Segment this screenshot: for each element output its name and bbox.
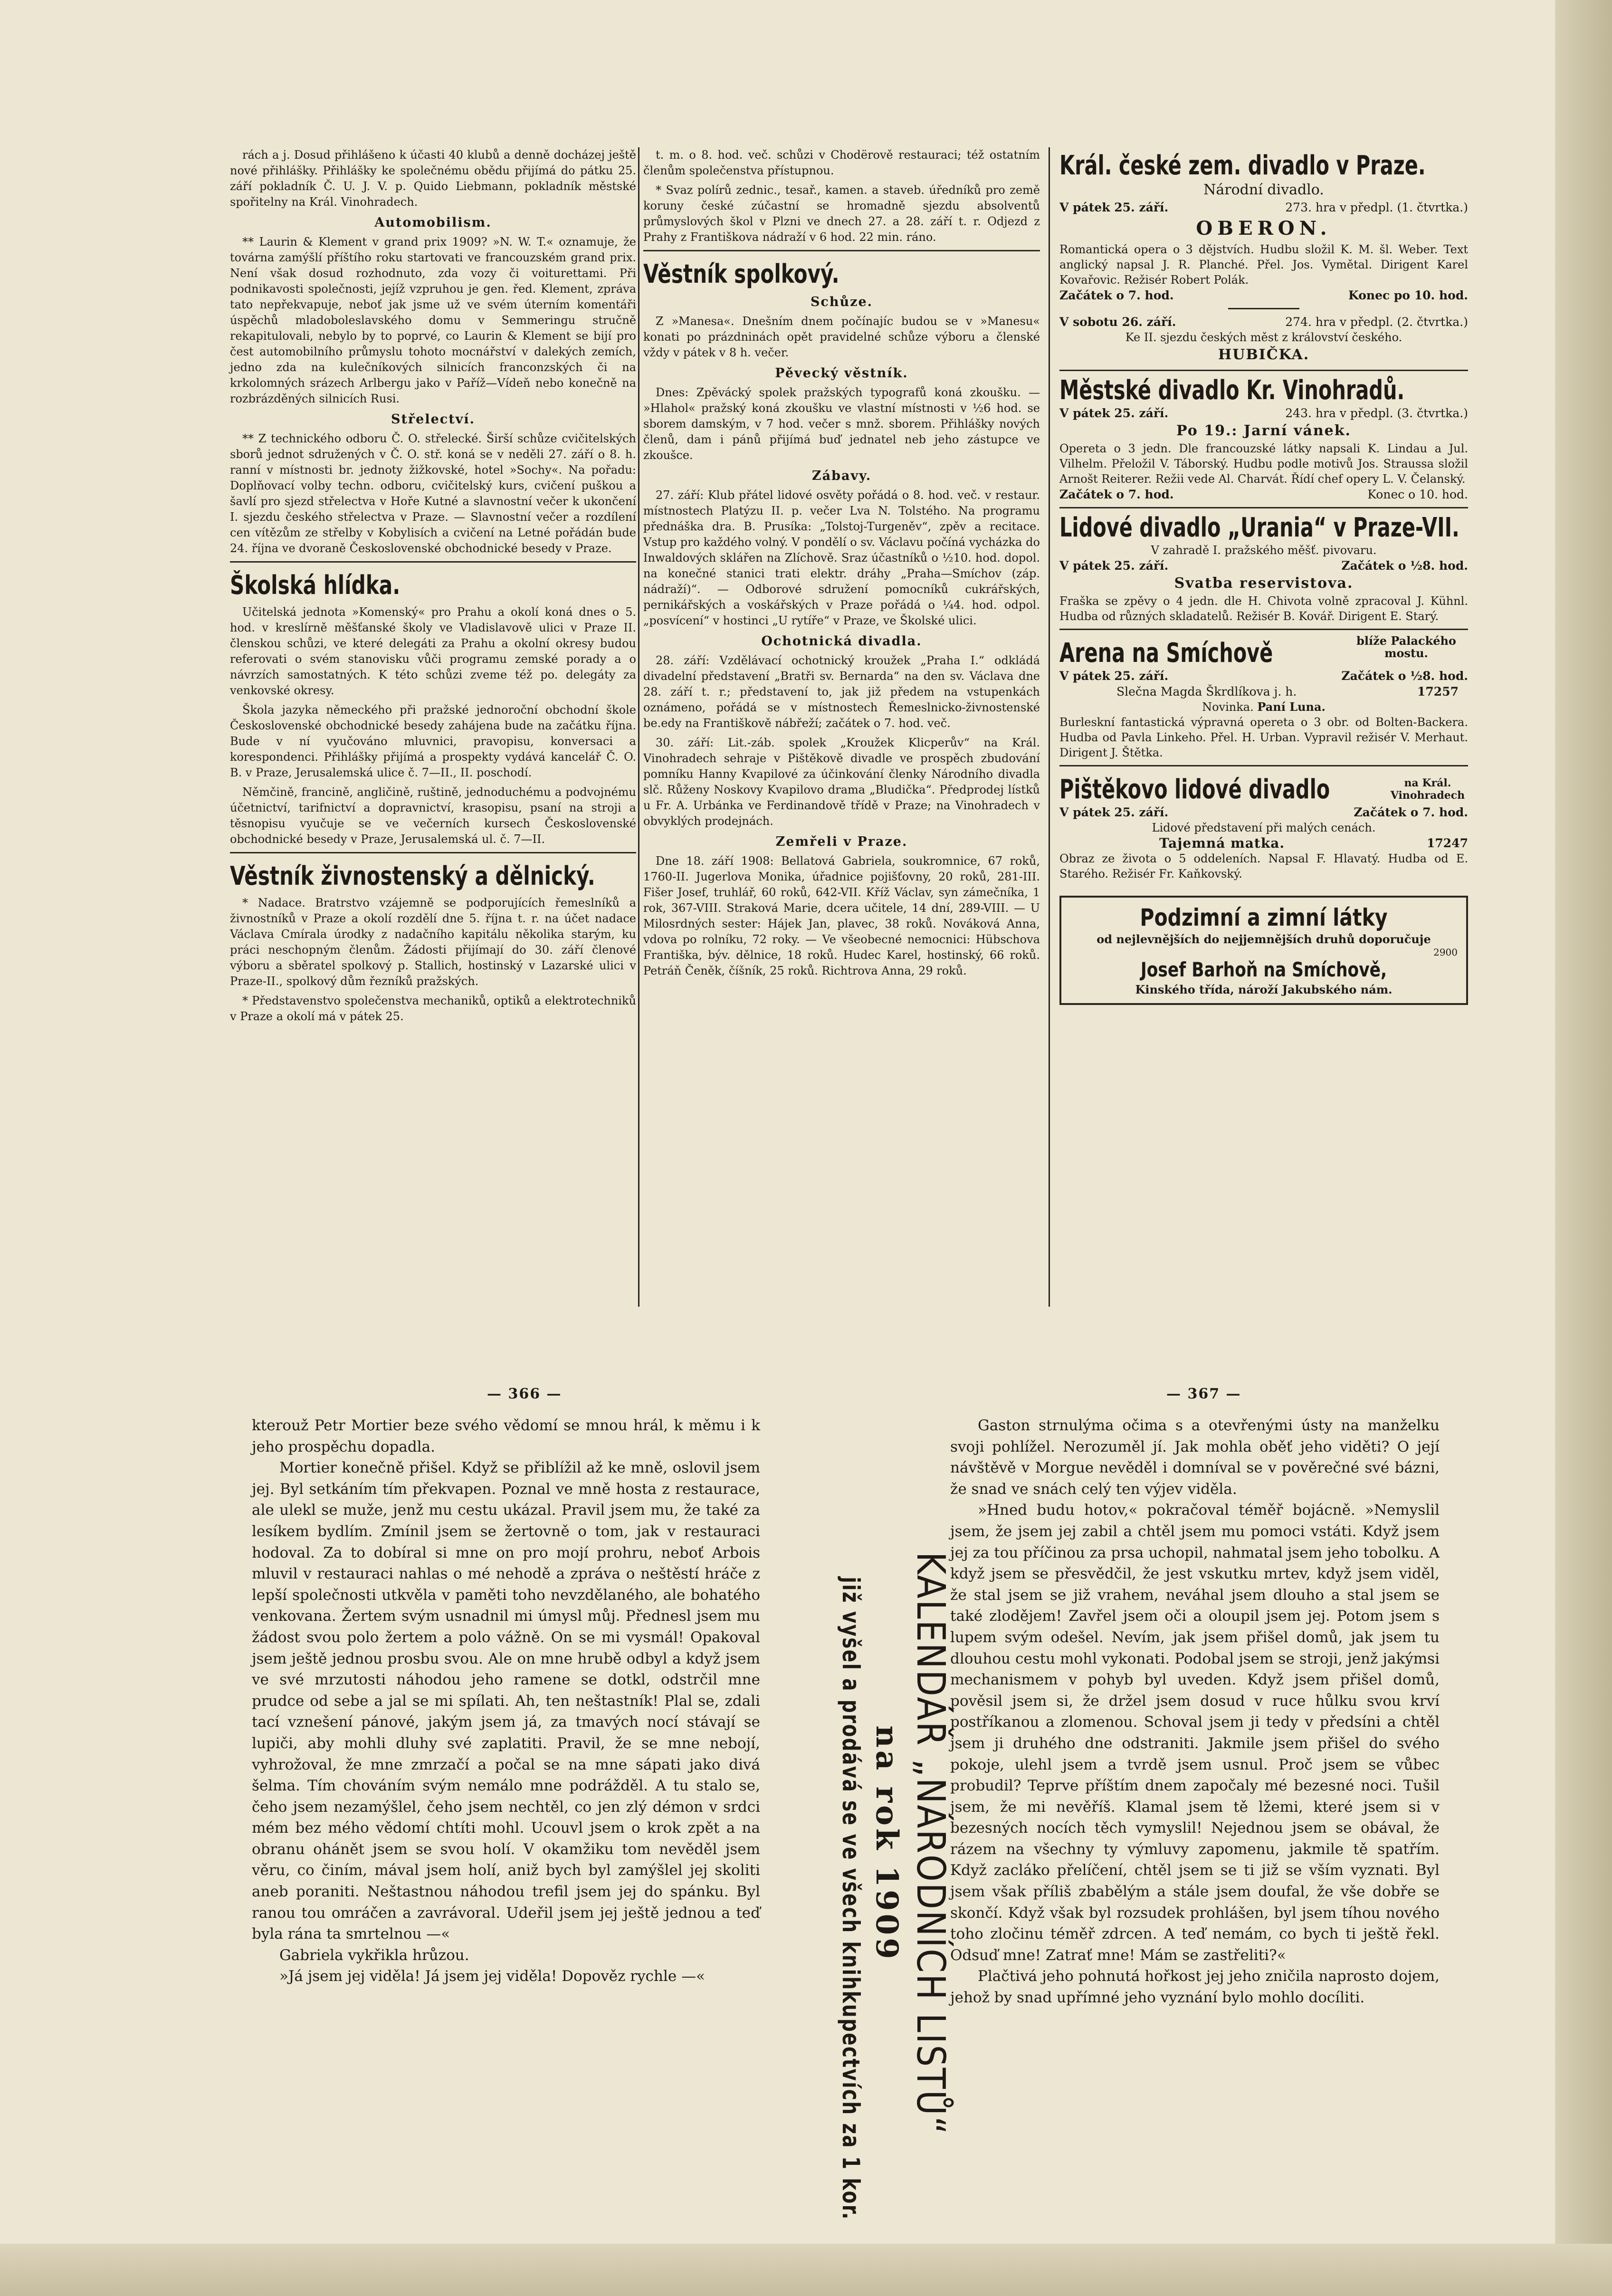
play-description: Opereta o 3 jedn. Dle francouzské látky napsali K. Lindau a Jul. Vilhelm. Přeložil V. Táborský. Hudbu podle motivů Jos. Straussa složil Arnošt Reiterer. Režii vede Al. Charvát. Řídí chef opery L. V. Čelanský. [1059, 442, 1468, 486]
section-heading: Automobilism. [374, 215, 492, 230]
play-title: OBERON. [1196, 217, 1332, 239]
section-heading: Ochotnická divadla. [761, 634, 922, 649]
theatre-title-urania: Lidové divadlo „Urania“ v Praze-VII. [1059, 512, 1459, 543]
performance-times [1059, 487, 1468, 502]
performance-date: V pátek 25. září. [1059, 559, 1169, 573]
novelty-row [1059, 699, 1468, 715]
guest-performer: Slečna Magda Škrdlíkova j. h. [1116, 685, 1297, 698]
article-paragraph: 28. září: Vzdělávací ochotnický kroužek „Praha I.“ odkládá divadelní představení „Bratři sv. Bernarda“ na den sv. Václava dne 28. září t. r.; představení to, jak již předem na vstupenkách oznámeno, pořádá se v místnostech Řemeslnicko-živnostenské be.edy na Františkově nábřeží; začátek o 7. hod. več. [643, 654, 1040, 730]
theatre-title-smichov: Arena na Smíchově [1059, 638, 1273, 669]
start-time: Začátek o 7. hod. [1059, 488, 1174, 501]
performance-note: Ke II. sjezdu českých měst z království českého. [1125, 331, 1402, 344]
article-paragraph: Dnes: Zpěvácký spolek pražských typografů koná zkoušku. — »Hlahol« pražský koná zkoušku ve vlastní místnosti v ½6 hod. se sborem damským, v 7 hod. večer s mnž. sborem. Přihlášky nových členů, dam i pánů přijímá buď jednatel neb jeho zástupce ve zkoušce. [643, 386, 1040, 462]
performance-date-row [1059, 200, 1468, 215]
article-paragraph: t. m. o 8. hod. več. schůzi v Chodërově restauraci; též ostatním členům společenstva přístupnou. [643, 148, 1040, 177]
ad-address: Kinského třída, nároží Jakubského nám. [1135, 983, 1393, 996]
play-description: Burleskní fantastická výpravná opereta o 3 obr. od Bolten-Backera. Hudba od Pavla Linkeho. Přel. H. Urban. Vypravil režisér V. Merhaut. Dirigent J. Štětka. [1059, 716, 1468, 759]
book-paragraph: Gaston strnulýma očima s a otevřenými ústy na manželku svoji pohlížel. Nerozuměl jí. Jak mohla oběť jeho viděti? O její návštěvě v Morgue nevěděl i domníval se v pověrečné své bázni, že snad ve snách celý ten výjev viděla. [950, 1417, 1440, 1498]
end-time: Konec o 10. hod. [1367, 488, 1468, 501]
divider [230, 561, 636, 563]
ad-text: od nejlevnějších do nejjemnějších druhů doporučuje [1097, 932, 1431, 946]
play-title: HUBIČKA. [1218, 346, 1310, 363]
performance-series: 274. hra v předpl. (2. čtvrtka.) [1285, 315, 1468, 329]
theatre-column [1059, 147, 1468, 1005]
play-title: Po 19.: Jarní vánek. [1176, 422, 1351, 439]
performance-date-row [1059, 804, 1468, 820]
book-paragraph: Gabriela vykřikla hrůzou. [279, 1946, 469, 1964]
theatre-title-pistek: Pištěkovo lidové divadlo [1059, 774, 1330, 805]
theatre-location: V zahradě I. pražského měšť. pivovaru. [1151, 544, 1377, 557]
performance-date: V pátek 25. září. [1059, 406, 1169, 420]
column-divider [638, 147, 639, 1307]
newspaper-column-2 [643, 147, 1040, 983]
section-heading: Zábavy. [811, 469, 872, 483]
rubric-heading: Věstník spolkový. [643, 259, 839, 289]
performance-date: V pátek 25. září. [1059, 669, 1169, 683]
article-paragraph: Z »Manesa«. Dnešním dnem počínajíc budou se v »Manesu« konati po prázdninách opět pravidelné schůze výboru a členské vždy v pátek v 8 h. večer. [643, 315, 1040, 359]
article-paragraph: ** Z technického odboru Č. O. střelecké. Širší schůze cvičitelských sborů jednot sdružených v Č. O. stř. koná se v neděli 27. září o 8. h. ranní v místnosti br. jednoty žižkovské, hotel »Sochy«. Na pořadu: Doplňovací volby techn. odboru, cvičitelský kurs, cvičení puškou a šavlí pro sjezd střelectva v Hoře Kutné a slavnostní večer k ukončení I. sjezdu českého střelectva v Praze. — Slavnostní večer a rozdílení cen vítězům ze střelby v Kobylisích a cvičení na Letné pořádán bude 24. října ve dvoraně Československé obchodnické besedy v Praze. [230, 432, 636, 555]
theatre-header-pistek [1059, 771, 1468, 804]
performance-date: V pátek 25. září. [1059, 201, 1169, 214]
article-paragraph: * Svaz polírů zednic., tesař., kamen. a staveb. úředníků pro země koruny české zúčastní se hromadně sjezdu absolventů průmyslových škol v Plzni ve dnech 27. a 28. září t. r. Odjezd z Prahy z Františkova nádraží v 6 hod. 22 min. ráno. [643, 183, 1040, 244]
ad-number: 2900 [1433, 947, 1458, 958]
ad-number: 17247 [1427, 836, 1468, 850]
section-heading: Schůze. [810, 295, 873, 309]
divider [1228, 308, 1299, 309]
scan-edge [1555, 0, 1612, 2296]
rubric-heading: Školská hlídka. [230, 570, 401, 600]
theatre-title-note: na Král. Vinohradech [1390, 777, 1465, 802]
book-paragraph: Mortier konečně přišel. Když se přiblížil až ke mně, oslovil jsem jej. Byl setkáním tím překvapen. Poznal ve mně hosta z restaurace, ale ulekl se muže, jenž mu cestu ukázal. Pravil jsem mu, že také za lesíkem bydlím. Zmínil jsem se žertovně o tom, jak v restauraci hodoval. Za to dobíral si mne on pro mojí prohru, neboť Arbois mluvil v restauraci nahlas o mé nehodě a zpráva o neštěstí hráče z lepší společnosti utkvěla v paměti toho nevzdělaného, ale bohatého venkovana. Žertem svým usnadnil mi úmysl můj. Přednesl jsem mu žádost svou polo žertem a polo vážně. On se mi vysmál! Opakoval jsem ještě jednou prosbu svou. Ale on mne hrubě odbyl a když jsem ve své mrzutosti náhodou jeho ramene se dotkl, odstrčil mne prudce od sebe a jal se mi spílati. Ah, ten neštastník! Plal se, zdali tací vznešení pánové, jakým jsem já, za tmavých nocí stávají se lupiči, aby mohli dluhy své zaplatiti. Pravil, že se mne nebojí, vyhrožoval, že mne zmrzačí a počal se na mne sápati jako divá šelma. Tím chováním svým nemálo mne podrážděl. A tu stalo se, čeho jsem nezamýšlel, čeho jsem nechtěl, co jen zlý démon v srdci mém bez mého vědomí chtíti mohl. Ucouvl jsem o krok zpět a na obranu ohánět jsem se svou holí. V okamžiku tom nevěděl jsem věru, co činím, mával jsem holí, aniž bych byl zamýšlel jej skoliti aneb poraniti. Neštastnou náhodou trefil jsem jej do spánku. Byl ranou tou omráčen a zavrávoral. Udeřil jsem jej ještě jednou a teď byla rána ta smrtelnou —« [252, 1459, 760, 1943]
article-paragraph: Škola jazyka německého při pražské jednoroční obchodní škole Československé obchodnické besedy zahájena bude na začátku října. Bude v ní vyučováno mluvnici, pravopisu, konversaci a korespondenci. Přihlášky přijímá a prospekty vydává kancelář Č. O. B. v Praze, Jerusalemská ulice č. 7—II., II. poschodí. [230, 703, 636, 779]
divider [643, 250, 1040, 251]
rubric-heading: Věstník živnostenský a dělnický. [230, 861, 595, 891]
section-heading: Zemřeli v Praze. [775, 834, 908, 849]
theatre-title-vinohrady: Městské divadlo Kr. Vinohradů. [1059, 375, 1405, 406]
article-paragraph: Učitelská jednota »Komenský« pro Prahu a okolí koná dnes o 5. hod. v kreslírně měšťanské školy ve Vladislavově ulici v Praze II. členskou schůzi, ve které delegáti za Prahu a okolní okresy budou referovati o svém stanovisku vůči programu zemské porady a o návrzích samostatných. K této schůzi zveme též po. delegáty za venkovské okresy. [230, 605, 636, 697]
theatre-title-note: blíže Palackého mostu. [1356, 634, 1456, 660]
performance-series: 273. hra v předpl. (1. čtvrtka.) [1285, 201, 1468, 214]
book-paragraph: »Já jsem jej viděla! Já jsem jej viděla! Dopověz rychle —« [279, 1968, 706, 1985]
performance-date-row [1059, 558, 1468, 574]
divider [1059, 507, 1468, 508]
article-paragraph: * Představenstvo společenstva mechaniků, optiků a elektrotechniků v Praze a okolí má v pátek 25. [230, 994, 636, 1023]
fabric-advertisement [1059, 896, 1468, 1005]
calendar-ad-year: na rok 1909 [869, 1725, 905, 1962]
book-paragraph: kterouž Petr Mortier beze svého vědomí se mnou hrál, k měmu i k jeho prospěchu dopadla. [252, 1417, 760, 1455]
book-page-right [950, 1415, 1440, 2009]
performance-series: 243. hra v předpl. (3. čtvrtka.) [1285, 406, 1468, 420]
play-title: Svatba reservistova. [1174, 575, 1354, 592]
article-paragraph: 30. září: Lit.-záb. spolek „Kroužek Klicperův“ na Král. Vinohradech sehraje v Pištěkově divadle ve prospěch zbudování pomníku Hanny Kvapilové za účinkování členky Národního divadla slč. Růženy Noskovy Kvapilovo drama „Bludička“. Předprodej lístků u Fr. A. Urbánka ve Ferdinandově třídě v Praze; na Vinohradech v obvyklých prodejnách. [643, 736, 1040, 828]
novelty-label: Novinka. [1202, 700, 1254, 714]
book-paragraph: Plačtivá jeho pohnutá hořkost jej jeho zničila naprosto dojem, jehož by snad upřímné jeho vyznání bylo mohlo docíliti. [950, 1968, 1440, 2007]
article-paragraph: Dne 18. září 1908: Bellatová Gabriela, soukromnice, 67 roků, 1760-II. Jugerlova Monika, úřadnice pojišťovny, 20 roků, 281-III. Fišer Josef, truhlář, 60 roků, 642-VII. Kříž Václav, syn zámečníka, 1 rok, 367-VIII. Straková Marie, dcera učitele, 14 dní, 289-VIII. — U Milosrdných sester: Hájek Jan, plavec, 38 roků. Nováková Anna, vdova po rolníku, 72 roky. — Ve všeobecné nemocnici: Hübschova Františka, býv. dělnice, 18 roků. Hudec Karel, hostinský, 66 roků. Petráň Čeněk, číšník, 25 roků. Richtrova Anna, 29 roků. [643, 854, 1040, 977]
performance-date-row [1059, 668, 1468, 684]
divider [1059, 629, 1468, 630]
performance-note: Lidové představení při malých cenách. [1152, 821, 1376, 834]
calendar-ad-text: již vyšel a prodává se ve všech knihkupectvích za 1 kor. [837, 1577, 865, 2220]
calendar-ad-title: KALENDÁŘ „NÁRODNÍCH LISTŮ“ [908, 1551, 953, 2136]
section-heading: Střelectví. [391, 412, 476, 427]
play-title: Paní Luna. [1257, 700, 1326, 714]
divider [1059, 370, 1468, 371]
section-heading: Pěvecký věstník. [775, 366, 908, 381]
scan-edge-bottom [0, 2244, 1612, 2296]
newspaper-column-1 [230, 147, 636, 1028]
start-time: Začátek o ½8. hod. [1341, 559, 1468, 573]
article-paragraph: ** Laurin & Klement v grand prix 1909? »N. W. T.« oznamuje, že továrna zamýšlí příštího roku startovati ve francouzském grand prix. Není však dosud rozhodnuto, zda vozy či voiturettami. Při podnikavosti společnosti, jejíž vzpruhou je gen. řed. Klement, zpráva tato nepřekvapuje, neboť jak jsme už ve svém úterním komentáři úspěchů mladoboleslavského domu v Semmeringu stručně rekapitulovali, nebylo by to poprvé, co Laurin & Klement se bijí pro čest automobilního průmyslu tohoto mocnářství v dalekých zemích, jedno zda na kulečníkových silnicích franconzských či na krkolomných srázech Arlbergu jako v Paříž—Vídeň nebo konečně na rozbrázděných silnicích Rusi. [230, 235, 636, 405]
book-paragraph: »Hned budu hotov,« pokračoval téměř bojácně. »Nemyslil jsem, že jsem jej zabil a chtěl jsem mu pomoci vstáti. Když jsem jej za tou příčinou za prsa uchopil, nahmatal jsem jeho tobolku. A když jsem se přesvědčil, že jest vskutku mrtev, když jsem viděl, že stal jsem se již vrahem, neváhal jsem dlouho a stal jsem se také zlodějem! Zavřel jsem oči a oloupil jsem jej. Potom jsem s lupem svým odešel. Nevím, jak jsem přišel domů, jak jsem tu dlouhou cestu mohl vykonati. Podobal jsem se stroji, jenž jakýmsi mechanismem v pohyb byl uveden. Když jsem přišel domů, pověsil jsem si, že držel jsem dosud v ruce hůlku svou krví postříkanou a zlomenou. Schoval jsem ji tedy v předsíni a chtěl jsem ji druhého dne odstraniti. Jakmile jsem přišel do svého pokoje, ulehl jsem a tvrdě jsem usnul. Proč jsem se vůbec probudil? Teprve příštím dnem započaly mé bezesné noci. Tušil jsem, že mi nevěříš. Klamal jsem tě lžemi, které jsem si v bezesných nocích těch vymyslil! Nejednou jsem se obával, že rázem na všechny ty výmluvy zapomenu, jakmile tě spatřím. Když zacláko přelíčení, chtěl jsem se ti již se vším vyznati. Byl jsem však příliš zbabělým a stále jsem doufal, že vše dobře se skončí. Když však byl rozsudek prohlášen, byl jsem tíhou nového toho zločinu téměř zdrcen. A teď nemám, co bych ti ještě řekl. Odsuď mne! Zatrať mne! Mám se zastřeliti?« [950, 1502, 1440, 1964]
performance-date: V sobotu 26. září. [1059, 315, 1176, 329]
book-page-left [252, 1415, 760, 1987]
article-paragraph: rách a j. Dosud přihlášeno k účasti 40 klubů a denně docházej ještě nové přihlášky. Přihlášky ke společnému obědu přijímá do pátku 25. září pokladník Č. U. J. V. p. Quido Liebmann, pokladník městské spořitelny na Král. Vinohradech. [230, 148, 636, 209]
ad-number: 17257 [1417, 685, 1459, 698]
end-time: Konec po 10. hod. [1348, 288, 1468, 302]
theatre-header-smichov [1059, 635, 1468, 668]
play-row [1059, 835, 1468, 851]
performance-times [1059, 287, 1468, 303]
column-divider [1049, 147, 1050, 1307]
start-time: Začátek o ½8. hod. [1341, 669, 1468, 683]
article-paragraph: * Nadace. Bratrstvo vzájemně se podporujících řemeslníků a živnostníků v Praze a okolí rozdělí dne 5. října t. r. na účet nadace Václava Cmírala úrodky z nadačního kapitálu několika starým, ku práci neschopným členům. Žádosti přijímají do 30. září členové výboru a sběratel spolkový p. Stallich, hostinský v Lazarské ulici v Praze-II., spolkový dům řezníků pražských. [230, 896, 636, 988]
article-paragraph: 27. září: Klub přátel lidové osvěty pořádá o 8. hod. več. v restaur. místnostech Platýzu II. p. večer Lva N. Tolstého. Na programu přednáška dra. B. Prusíka: „Tolstoj-Turgeněv“, zpěv a recitace. Vstup pro každého volný. V pondělí o sv. Václavu počíná vycházka do Inwaldových sklářen na Zlíchově. Sraz účastníků o ½10. hod. dopol. na konečné stanici trati elektr. dráhy „Praha—Smíchov (záp. nádraží)“. — Odborové sdružení pomocníků cukrářských, pernikářských a voskářských v Praze pořádá o ¼4. hod. odpol. „posvícení“ v hostinci „U rytíře“ v Praze, ve Školské ulici. [643, 488, 1040, 627]
divider [1059, 765, 1468, 766]
play-title: Tajemná matka. [1159, 835, 1285, 851]
play-description: Fraška se zpěvy o 4 jedn. dle H. Chivota volně zpracoval J. Kühnl. Hudba od různých skladatelů. Režisér B. Kovář. Dirigent E. Starý. [1059, 594, 1468, 623]
calendar-ad-rotated [784, 1502, 955, 2220]
performance-date-row [1059, 405, 1468, 421]
ad-title: Podzimní a zimní látky [1140, 904, 1388, 931]
play-description: Obraz ze života o 5 oddeleních. Napsal F. Hlavatý. Hudba od E. Starého. Režisér Fr. Kaňkovský. [1059, 852, 1468, 880]
performance-date-row [1059, 314, 1468, 330]
page-number-left: — 366 — [487, 1386, 562, 1402]
theatre-title-national: Král. české zem. divadlo v Praze. [1059, 150, 1426, 181]
performance-date: V pátek 25. září. [1059, 805, 1169, 819]
divider [230, 852, 636, 853]
article-paragraph: Němčině, francině, angličině, ruštině, jednoduchému a podvojnému účetnictví, tarifnictví a dopravnictví, krasopisu, psaní na stroji a těsnopisu vyučuje se ve večerních kursech Československé obchodnické besedy v Praze, Jerusalemská ul. č. 7—II. [230, 785, 636, 846]
page-number-right: — 367 — [1166, 1386, 1241, 1402]
play-description: Romantická opera o 3 dějstvích. Hudbu složil K. M. šl. Weber. Text anglický napsal J. R. Planché. Přel. Jos. Vymětal. Dirigent Karel Kovařovic. Režisér Robert Polák. [1059, 243, 1468, 287]
guest-row [1059, 684, 1468, 699]
start-time: Začátek o 7. hod. [1059, 288, 1174, 302]
ad-firm-name: Josef Barhoň na Smíchově, [1140, 958, 1387, 981]
start-time: Začátek o 7. hod. [1354, 805, 1468, 819]
theatre-subtitle: Národní divadlo. [1203, 182, 1324, 198]
